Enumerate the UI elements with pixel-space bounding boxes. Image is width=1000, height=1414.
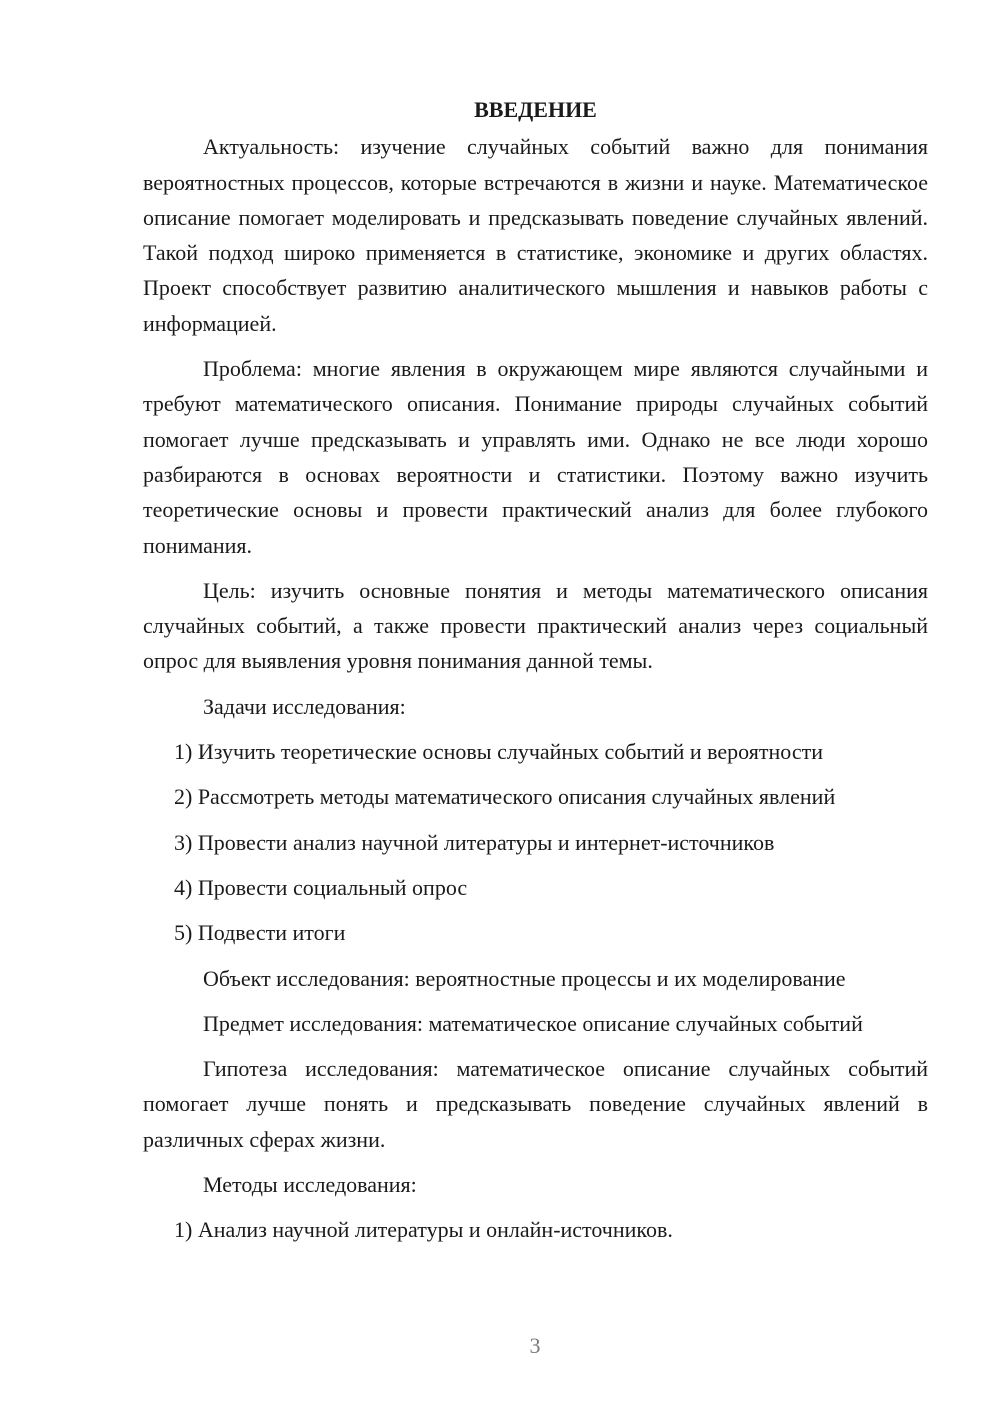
subject-paragraph: Предмет исследования: математическое описание случайных событий: [203, 1010, 863, 1036]
task-item-5: 5) Подвести итоги: [174, 920, 346, 946]
hypothesis-paragraph: Гипотеза исследования: математическое описание случайных событий помогает лучше понять и предсказывать поведение случайных явлений в различных сферах жизни.: [143, 1056, 928, 1152]
relevance-paragraph: Актуальность: изучение случайных событий важно для понимания вероятностных процессов, которые встречаются в жизни и науке. Математическое описание помогает моделировать и предсказывать поведение случайных явлений. Такой подход широко применяется в статистике, экономике и других областях. Проект способствует развитию аналитического мышления и навыков работы с информацией.: [143, 134, 928, 336]
goal-paragraph: Цель: изучить основные понятия и методы математического описания случайных событий, а также провести практический анализ через социальный опрос для выявления уровня понимания данной темы.: [143, 577, 928, 674]
page-number: 3: [529, 1333, 541, 1358]
task-item-2: 2) Рассмотреть методы математического описания случайных явлений: [174, 784, 836, 810]
task-item-4: 4) Провести социальный опрос: [174, 874, 468, 900]
object-paragraph: Объект исследования: вероятностные процессы и их моделирование: [203, 965, 846, 991]
problem-paragraph: Проблема: многие явления в окружающем мире являются случайными и требуют математического описания. Понимание природы случайных событий помогает лучше предсказывать и управлять ими. Однако не все люди хорошо разбираются в основах вероятности и статистики. Поэтому важно изучить теоретические основы и провести практический анализ для более глубокого понимания.: [143, 356, 928, 558]
section-title: ВВЕДЕНИЕ: [474, 97, 597, 122]
methods-heading: Методы исследования:: [203, 1172, 417, 1198]
task-item-3: 3) Провести анализ научной литературы и интернет-источников: [174, 829, 775, 855]
tasks-heading: Задачи исследования:: [203, 693, 406, 719]
task-item-1: 1) Изучить теоретические основы случайных событий и вероятности: [174, 739, 823, 765]
method-item-1: 1) Анализ научной литературы и онлайн-источников.: [174, 1217, 673, 1243]
page-content: [143, 92, 928, 1258]
